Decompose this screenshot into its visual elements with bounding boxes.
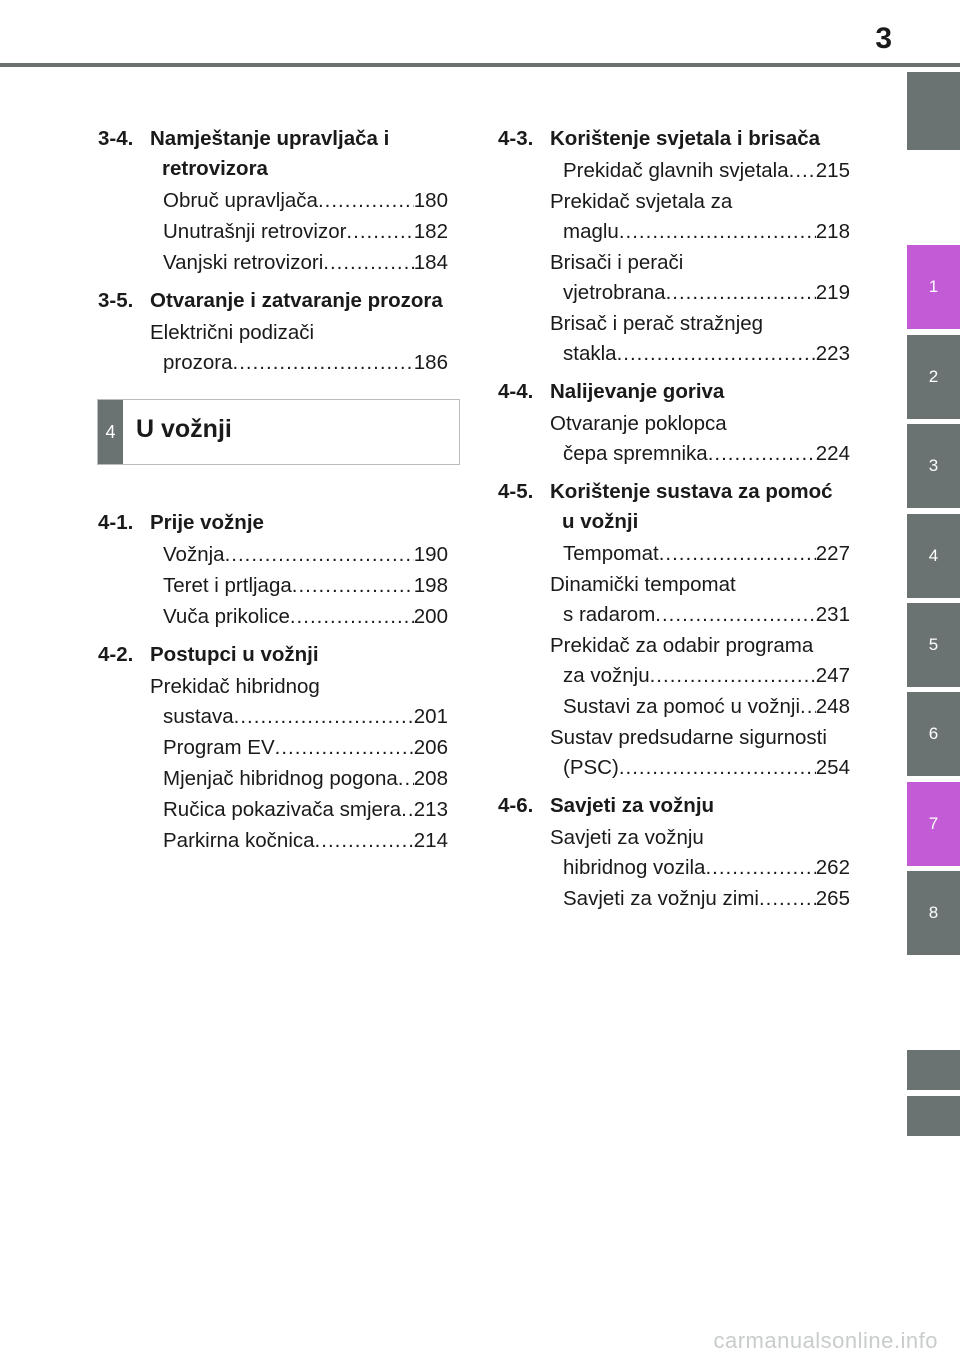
section-number: 4-4.: [498, 380, 534, 403]
entry-title: Unutrašnji retrovizor: [163, 220, 347, 243]
toc-entry[interactable]: [550, 309, 850, 369]
entry-last-line: [163, 186, 448, 216]
entry-last-line: [563, 600, 850, 630]
toc-entry[interactable]: [150, 571, 448, 601]
entry-page: 198: [413, 574, 448, 597]
side-tab-label: 5: [928, 635, 939, 654]
dot-leader: [617, 339, 816, 369]
entry-page: 208: [413, 767, 448, 790]
entry-last-line: [163, 795, 448, 825]
entry-page: 247: [815, 664, 850, 687]
section-number: 4-1.: [98, 511, 134, 534]
entry-title-cont: maglu: [563, 220, 619, 243]
side-tab-label: 7: [928, 814, 939, 833]
toc-entry[interactable]: [550, 631, 850, 691]
toc-entry[interactable]: [150, 733, 448, 763]
toc-left-column: [98, 124, 448, 857]
section-title: Otvaranje i zatvaranje prozora: [150, 289, 443, 312]
dot-leader: [315, 826, 414, 856]
toc-left-bottom: [98, 508, 448, 856]
side-tab-label: 6: [928, 724, 939, 743]
dot-leader: [275, 733, 414, 763]
side-tab-blank[interactable]: [907, 72, 960, 150]
dot-leader: [619, 753, 816, 783]
section-title: Korištenje svjetala i brisača: [550, 127, 821, 150]
entry-title: Teret i prtljaga: [163, 574, 292, 597]
dot-leader: [789, 156, 816, 186]
entry-last-line: [563, 339, 850, 369]
entry-page: 190: [413, 543, 448, 566]
entry-last-line: [563, 156, 850, 186]
section-heading[interactable]: [498, 377, 850, 407]
entry-page: 224: [815, 442, 850, 465]
section-title: Prije vožnje: [150, 511, 264, 534]
entry-page: 182: [413, 220, 448, 243]
entry-page: 248: [815, 695, 850, 718]
dot-leader: [323, 248, 414, 278]
side-tab-label: 2: [928, 367, 939, 386]
section-number: 4-3.: [498, 127, 534, 150]
entry-last-line: [163, 248, 448, 278]
entry-last-line: [563, 661, 850, 691]
entry-title-cont: čepa spremnika: [563, 442, 708, 465]
section-title: Nalijevanje goriva: [550, 380, 725, 403]
entry-page: 223: [815, 342, 850, 365]
side-tab-4[interactable]: [907, 514, 960, 598]
toc-entry[interactable]: [550, 723, 850, 783]
section-heading[interactable]: [98, 286, 448, 316]
toc-right-column: [498, 124, 850, 915]
section-heading[interactable]: [498, 791, 850, 821]
entry-page: 201: [413, 705, 448, 728]
entry-title: Otvaranje poklopca: [550, 412, 727, 435]
entry-title: Dinamički tempomat: [550, 573, 736, 596]
side-tab-blank[interactable]: [907, 1050, 960, 1090]
entry-last-line: [163, 826, 448, 856]
section-heading[interactable]: [498, 124, 850, 154]
section-number: 3-4.: [98, 127, 134, 150]
entry-title: Brisači i perači: [550, 251, 684, 274]
entry-page: 206: [413, 736, 448, 759]
entry-title: Električni podizači: [150, 321, 315, 344]
entry-title: Obruč upravljača: [163, 189, 318, 212]
toc-entry[interactable]: [150, 248, 448, 278]
entry-last-line: [163, 571, 448, 601]
toc-entry[interactable]: [550, 187, 850, 247]
section-heading[interactable]: [98, 508, 448, 538]
toc-left-top: [98, 124, 448, 378]
section-number: 4-6.: [498, 794, 534, 817]
entry-page: 254: [815, 756, 850, 779]
entry-page: 231: [815, 603, 850, 626]
watermark: carmanualsonline.info: [713, 1328, 938, 1353]
entry-last-line: [163, 540, 448, 570]
section-title: Namještanje upravljača i retrovizora: [150, 127, 390, 180]
entry-last-line: [163, 602, 448, 632]
side-tab-label: 3: [928, 456, 939, 475]
dot-leader: [401, 795, 414, 825]
dot-leader: [708, 439, 816, 469]
side-tab-label: 4: [928, 546, 939, 565]
entry-title: Prekidač hibridnog: [150, 675, 320, 698]
toc-entry[interactable]: [550, 409, 850, 469]
entry-last-line: [563, 753, 850, 783]
section-heading[interactable]: [498, 477, 850, 537]
section-number: 4-5.: [498, 480, 534, 503]
entry-last-line: [563, 884, 850, 914]
toc-entry[interactable]: [150, 795, 448, 825]
entry-page: 180: [413, 189, 448, 212]
dot-leader: [346, 217, 413, 247]
toc-entry[interactable]: [150, 826, 448, 856]
dot-leader: [655, 600, 816, 630]
dot-leader: [619, 217, 816, 247]
side-tab-7[interactable]: [907, 782, 960, 866]
dot-leader: [398, 764, 414, 794]
page-number: 3: [875, 22, 892, 55]
entry-page: 213: [413, 798, 448, 821]
side-tab-5[interactable]: [907, 603, 960, 687]
dot-leader: [318, 186, 414, 216]
section-title: Postupci u vožnji: [150, 643, 319, 666]
dot-leader: [225, 540, 414, 570]
entry-page: 218: [815, 220, 850, 243]
dot-leader: [292, 571, 414, 601]
entry-last-line: [563, 853, 850, 883]
toc-right-blocks: [498, 124, 850, 914]
entry-title: Vožnja: [163, 543, 225, 566]
entry-last-line: [563, 539, 850, 569]
toc-entry[interactable]: [550, 156, 850, 186]
toc-entry[interactable]: [150, 602, 448, 632]
dot-leader: [800, 692, 816, 722]
section-title: Savjeti za vožnju: [550, 794, 715, 817]
entry-title-cont: s radarom: [563, 603, 656, 626]
toc-entry[interactable]: [550, 884, 850, 914]
entry-title: Sustav predsudarne sigurnosti: [550, 726, 827, 749]
entry-last-line: [563, 217, 850, 247]
section-title: Korištenje sustava za pomoć u vožnji: [550, 480, 833, 533]
entry-title: Savjeti za vožnju zimi: [563, 887, 759, 910]
entry-page: 227: [815, 542, 850, 565]
side-tab-label: 1: [928, 277, 939, 296]
entry-title: Savjeti za vožnju: [550, 826, 704, 849]
toc-entry[interactable]: [550, 248, 850, 308]
entry-title-cont: (PSC): [563, 756, 619, 779]
entry-title: Prekidač svjetala za: [550, 190, 733, 213]
entry-page: 184: [413, 251, 448, 274]
dot-leader: [759, 884, 816, 914]
dot-leader: [659, 539, 816, 569]
entry-last-line: [563, 692, 850, 722]
entry-title: Vanjski retrovizori: [163, 251, 324, 274]
side-tab-label: 8: [928, 903, 939, 922]
side-tab-2[interactable]: [907, 335, 960, 419]
dot-leader: [233, 348, 414, 378]
entry-last-line: [163, 348, 448, 378]
entry-title: Parkirna kočnica: [163, 829, 315, 852]
toc-entry[interactable]: [150, 186, 448, 216]
side-tab-blank[interactable]: [907, 1096, 960, 1136]
entry-title: Ručica pokazivača smjera: [163, 798, 402, 821]
side-tab-1[interactable]: [907, 245, 960, 329]
entry-title-cont: za vožnju: [563, 664, 650, 687]
dot-leader: [705, 853, 815, 883]
entry-page: 200: [413, 605, 448, 628]
entry-page: 186: [413, 351, 448, 374]
section-number: 3-5.: [98, 289, 134, 312]
toc-entry[interactable]: [150, 764, 448, 794]
entry-title-cont: vjetrobrana: [563, 281, 666, 304]
toc-entry[interactable]: [150, 318, 448, 378]
entry-last-line: [563, 278, 850, 308]
entry-last-line: [163, 764, 448, 794]
entry-title: Tempomat: [563, 542, 659, 565]
toc-entry[interactable]: [550, 823, 850, 883]
entry-last-line: [163, 702, 448, 732]
dot-leader: [666, 278, 816, 308]
entry-page: 265: [815, 887, 850, 910]
toc-entry[interactable]: [150, 217, 448, 247]
dot-leader: [234, 702, 414, 732]
entry-last-line: [563, 439, 850, 469]
toc-entry[interactable]: [550, 570, 850, 630]
entry-page: 214: [413, 829, 448, 852]
entry-last-line: [163, 217, 448, 247]
chapter-number: 4: [98, 400, 123, 464]
dot-leader: [650, 661, 816, 691]
entry-title: Prekidač za odabir programa: [550, 634, 814, 657]
side-tab-3[interactable]: [907, 424, 960, 508]
entry-title-cont: stakla: [563, 342, 617, 365]
toc-entry[interactable]: [550, 692, 850, 722]
entry-title-cont: sustava: [163, 705, 234, 728]
entry-page: 219: [815, 281, 850, 304]
toc-entry[interactable]: [550, 539, 850, 569]
entry-title: Prekidač glavnih svjetala: [563, 159, 789, 182]
entry-page: 215: [815, 159, 850, 182]
section-heading[interactable]: [98, 640, 448, 670]
entry-title: Vuča prikolice: [163, 605, 290, 628]
entry-title: Sustavi za pomoć u vožnji: [563, 695, 801, 718]
entry-page: 262: [815, 856, 850, 879]
header-rule: [0, 63, 960, 67]
entry-title: Brisač i perač stražnjeg: [550, 312, 764, 335]
entry-title: Mjenjač hibridnog pogona: [163, 767, 398, 790]
section-number: 4-2.: [98, 643, 134, 666]
chapter-title: U vožnji: [136, 415, 232, 443]
side-tab-8[interactable]: [907, 871, 960, 955]
entry-title-cont: prozora: [163, 351, 233, 374]
toc-entry[interactable]: [150, 540, 448, 570]
dot-leader: [290, 602, 414, 632]
entry-last-line: [163, 733, 448, 763]
entry-title-cont: hibridnog vozila: [563, 856, 706, 879]
toc-entry[interactable]: [150, 672, 448, 732]
side-tab-6[interactable]: [907, 692, 960, 776]
chapter-heading[interactable]: [97, 399, 460, 465]
entry-title: Program EV: [163, 736, 275, 759]
chapter-tab-strip: [907, 0, 960, 1360]
section-heading[interactable]: [98, 124, 448, 184]
